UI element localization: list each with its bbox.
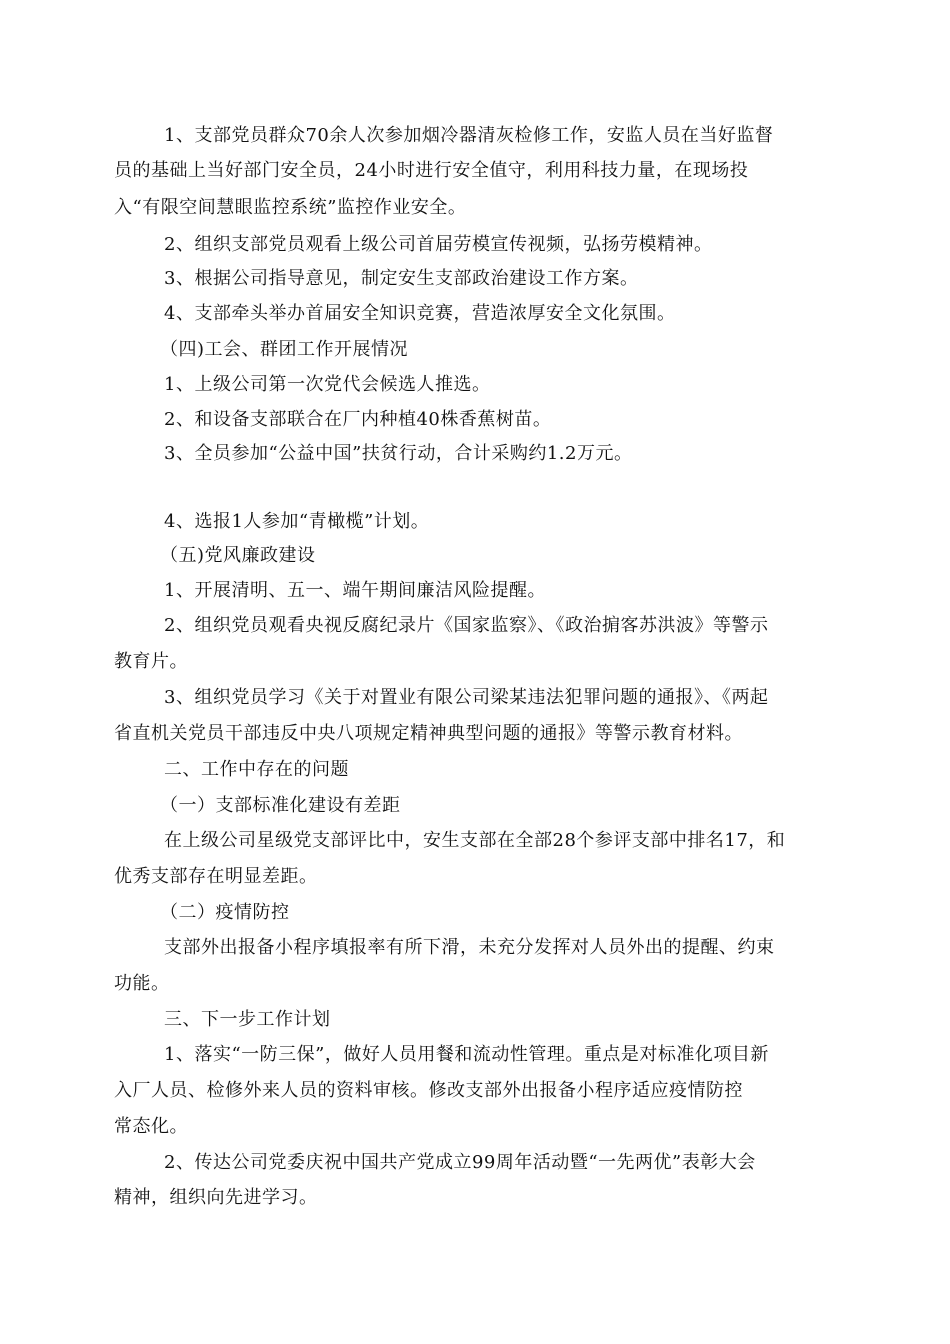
paragraph-line: 2、传达公司党委庆祝中国共产党成立99周年活动暨“一先两优”表彰大会 bbox=[164, 1152, 756, 1173]
paragraph-line: 省直机关党员干部违反中央八项规定精神典型问题的通报》等警示教育材料。 bbox=[114, 723, 743, 744]
section-heading: 三、下一步工作计划 bbox=[164, 1009, 331, 1030]
paragraph-line: 精神，组织向先进学习。 bbox=[114, 1187, 318, 1208]
paragraph-line: 4、支部牵头举办首届安全知识竞赛，营造浓厚安全文化氛围。 bbox=[164, 303, 676, 324]
paragraph-line: 1、开展清明、五一、端午期间廉洁风险提醒。 bbox=[164, 580, 546, 601]
section-heading: （四)工会、群团工作开展情况 bbox=[160, 339, 409, 360]
section-heading: （五)党风廉政建设 bbox=[160, 545, 316, 566]
paragraph-line: 3、组织党员学习《关于对置业有限公司梁某违法犯罪问题的通报》、《两起 bbox=[164, 687, 769, 708]
paragraph-line: 1、支部党员群众70余人次参加烟冷器清灰检修工作，安监人员在当好监督 bbox=[164, 125, 774, 146]
paragraph-line: 2、组织党员观看央视反腐纪录片《国家监察》、《政治掮客苏洪波》等警示 bbox=[164, 615, 769, 636]
paragraph-line: 支部外出报备小程序填报率有所下滑，未充分发挥对人员外出的提醒、约束 bbox=[164, 937, 775, 958]
paragraph-line: 常态化。 bbox=[114, 1116, 188, 1137]
section-heading: （一）支部标准化建设有差距 bbox=[160, 795, 401, 816]
paragraph-line: 2、和设备支部联合在厂内种植40株香蕉树苗。 bbox=[164, 409, 552, 430]
paragraph-line: 2、组织支部党员观看上级公司首届劳模宣传视频，弘扬劳模精神。 bbox=[164, 234, 713, 255]
paragraph-line: 在上级公司星级党支部评比中，安生支部在全部28个参评支部中排名17，和 bbox=[164, 830, 786, 851]
section-heading: 二、工作中存在的问题 bbox=[164, 759, 349, 780]
paragraph-line: 1、落实“一防三保”，做好人员用餐和流动性管理。重点是对标准化项目新 bbox=[164, 1044, 769, 1065]
paragraph-line: 入厂人员、检修外来人员的资料审核。修改支部外出报备小程序适应疫情防控 bbox=[114, 1080, 743, 1101]
paragraph-line: 1、上级公司第一次党代会候选人推选。 bbox=[164, 374, 491, 395]
paragraph-line: 员的基础上当好部门安全员，24小时进行安全值守，利用科技力量，在现场投 bbox=[114, 160, 749, 181]
paragraph-line: 4、选报1人参加“青橄榄”计划。 bbox=[164, 511, 430, 532]
paragraph-line: 优秀支部存在明显差距。 bbox=[114, 866, 318, 887]
paragraph-line: 3、全员参加“公益中国”扶贫行动，合计采购约1.2万元。 bbox=[164, 443, 633, 464]
paragraph-line: 入“有限空间慧眼监控系统”监控作业安全。 bbox=[114, 197, 467, 218]
section-heading: （二）疫情防控 bbox=[160, 902, 290, 923]
paragraph-line: 3、根据公司指导意见，制定安生支部政治建设工作方案。 bbox=[164, 268, 639, 289]
paragraph-line: 教育片。 bbox=[114, 651, 188, 672]
paragraph-line: 功能。 bbox=[114, 973, 170, 994]
